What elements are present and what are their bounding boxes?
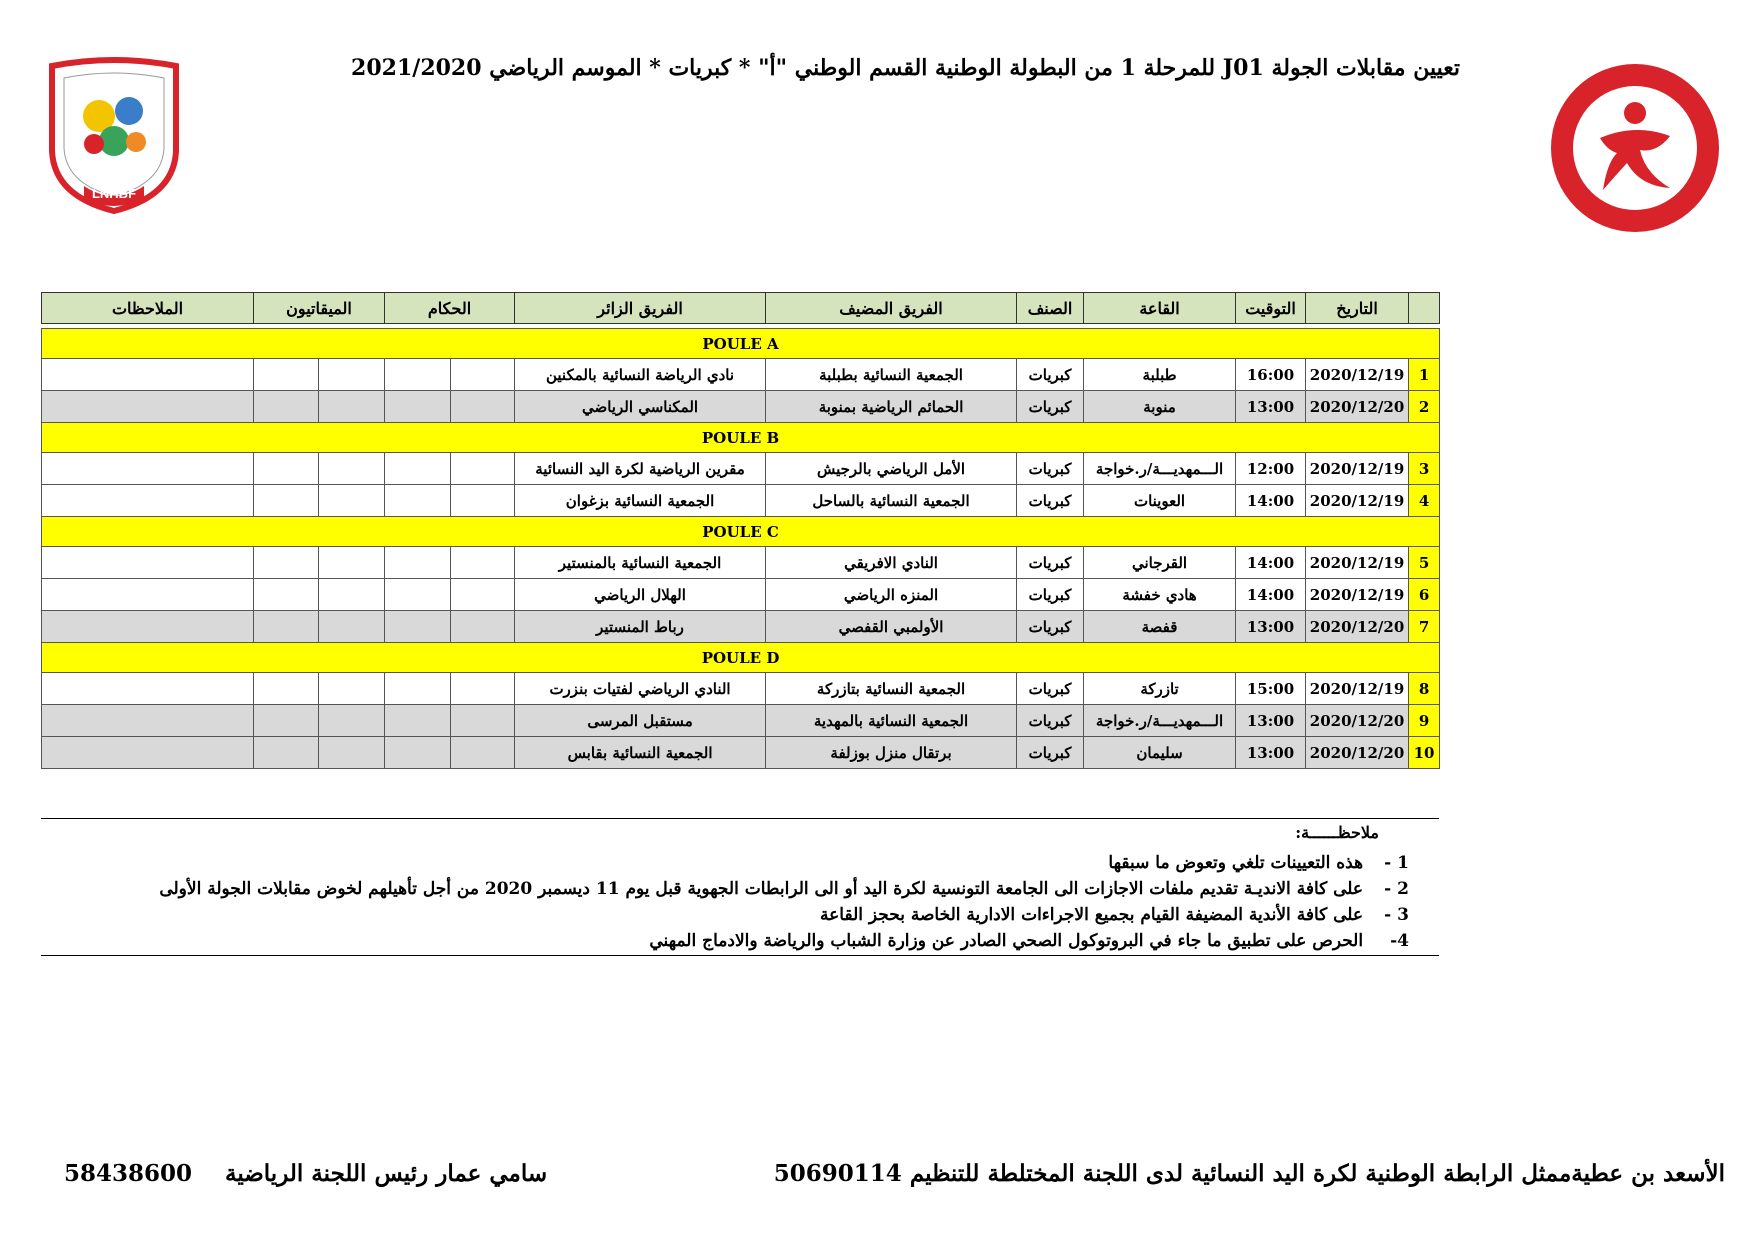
match-hall: القرجاني: [1084, 547, 1236, 579]
match-hall: الـــمهديـــة/ر.خواجة: [1084, 705, 1236, 737]
note-item: 4- الحرص على تطبيق ما جاء في البروتوكول الصحي الصادر عن وزارة الشباب والرياضة والادماج المهني: [649, 931, 1409, 951]
match-category: كبريات: [1017, 705, 1084, 737]
referee-cell: [385, 611, 451, 643]
match-number: 3: [1409, 453, 1440, 485]
header-date: التاريخ: [1306, 293, 1409, 324]
note-item: 2 - على كافة الانديـة تقديم ملفات الاجازات الى الجامعة التونسية لكرة اليد أو الى الرابطات الجهوية قبل يوم 11 ديسمبر 2020 من أجل تأهيلهم لخوض مقابلات الجولة الأولى: [159, 879, 1409, 899]
remarks-cell: [42, 579, 254, 611]
referee-cell: [385, 453, 451, 485]
match-category: كبريات: [1017, 453, 1084, 485]
match-number: 5: [1409, 547, 1440, 579]
match-away-team: مقرين الرياضية لكرة اليد النسائية: [515, 453, 766, 485]
timekeeper-cell: [254, 579, 319, 611]
group-row: [42, 329, 1440, 359]
match-away-team: مستقبل المرسى: [515, 705, 766, 737]
timekeeper-cell: [254, 547, 319, 579]
header-hall: القاعة: [1084, 293, 1236, 324]
table-row: [42, 453, 1440, 485]
referee-cell: [385, 391, 451, 423]
match-home-team: الأولمبي القفصي: [766, 611, 1017, 643]
match-category: كبريات: [1017, 579, 1084, 611]
match-hall: الـــمهديـــة/ر.خواجة: [1084, 453, 1236, 485]
match-away-team: المكناسي الرياضي: [515, 391, 766, 423]
match-hall: طبلبة: [1084, 359, 1236, 391]
match-category: كبريات: [1017, 611, 1084, 643]
remarks-cell: [42, 547, 254, 579]
header-category: الصنف: [1017, 293, 1084, 324]
timekeeper-cell: [254, 737, 319, 769]
match-hall: قفصة: [1084, 611, 1236, 643]
match-home-team: النادي الافريقي: [766, 547, 1017, 579]
timekeeper-cell: [319, 611, 385, 643]
match-hall: سليمان: [1084, 737, 1236, 769]
match-number: 8: [1409, 673, 1440, 705]
match-category: كبريات: [1017, 673, 1084, 705]
remarks-cell: [42, 673, 254, 705]
timekeeper-cell: [254, 359, 319, 391]
match-home-team: الجمعية النسائية بطبلبة: [766, 359, 1017, 391]
remarks-cell: [42, 359, 254, 391]
table-row: [42, 705, 1440, 737]
title-line: تعيين مقابلات الجولة J01 للمرحلة 1 من البطولة الوطنية القسم الوطني "أ" * كبريات * الموسم الرياضي 2021/2020: [351, 55, 1460, 81]
match-away-team: النادي الرياضي لفتيات بنزرت: [515, 673, 766, 705]
header-referees: الحكام: [385, 293, 515, 324]
match-category: كبريات: [1017, 391, 1084, 423]
header-remarks: الملاحظات: [42, 293, 254, 324]
referee-cell: [385, 485, 451, 517]
match-date: 2020/12/19: [1306, 485, 1409, 517]
group-label: POULE B: [42, 423, 1440, 453]
match-away-team: الجمعية النسائية بالمنستير: [515, 547, 766, 579]
referee-cell: [451, 485, 515, 517]
match-number: 10: [1409, 737, 1440, 769]
header-home: الفريق المضيف: [766, 293, 1017, 324]
match-number: 9: [1409, 705, 1440, 737]
match-date: 2020/12/19: [1306, 579, 1409, 611]
note-item: 1 - هذه التعيينات تلغي وتعوض ما سبقها: [1108, 853, 1409, 873]
match-date: 2020/12/19: [1306, 673, 1409, 705]
match-time: 14:00: [1236, 485, 1306, 517]
timekeeper-cell: [319, 453, 385, 485]
referee-cell: [385, 579, 451, 611]
timekeeper-cell: [254, 673, 319, 705]
match-date: 2020/12/19: [1306, 453, 1409, 485]
match-away-team: الجمعية النسائية بزغوان: [515, 485, 766, 517]
match-number: 7: [1409, 611, 1440, 643]
match-category: كبريات: [1017, 737, 1084, 769]
match-home-team: الجمعية النسائية بالساحل: [766, 485, 1017, 517]
match-date: 2020/12/20: [1306, 737, 1409, 769]
notes-title: ملاحظــــــة:: [1295, 823, 1379, 842]
match-hall: تازركة: [1084, 673, 1236, 705]
timekeeper-cell: [254, 705, 319, 737]
lnhbf-logo-text: LNHBF: [91, 186, 137, 201]
timekeeper-cell: [254, 453, 319, 485]
timekeeper-cell: [254, 611, 319, 643]
remarks-cell: [42, 611, 254, 643]
header-timekeepers: الميقاتيون: [254, 293, 385, 324]
match-category: كبريات: [1017, 485, 1084, 517]
match-hall: منوبة: [1084, 391, 1236, 423]
schedule-table: [41, 292, 1440, 769]
referee-cell: [451, 737, 515, 769]
table-row: [42, 547, 1440, 579]
match-date: 2020/12/19: [1306, 547, 1409, 579]
timekeeper-cell: [319, 359, 385, 391]
timekeeper-cell: [319, 579, 385, 611]
header-num: [1409, 293, 1440, 324]
fth-logo: [1545, 58, 1725, 238]
referee-cell: [385, 547, 451, 579]
referee-cell: [451, 453, 515, 485]
remarks-cell: [42, 391, 254, 423]
group-row: [42, 643, 1440, 673]
referee-cell: [451, 391, 515, 423]
notes-section: [41, 818, 1439, 956]
group-label: POULE D: [42, 643, 1440, 673]
table-row: [42, 673, 1440, 705]
match-away-team: الجمعية النسائية بقابس: [515, 737, 766, 769]
match-home-team: المنزه الرياضي: [766, 579, 1017, 611]
match-date: 2020/12/20: [1306, 705, 1409, 737]
table-header-row: [42, 293, 1440, 324]
group-label: POULE C: [42, 517, 1440, 547]
referee-cell: [451, 547, 515, 579]
timekeeper-cell: [319, 547, 385, 579]
match-away-team: نادي الرياضة النسائية بالمكنين: [515, 359, 766, 391]
match-time: 13:00: [1236, 705, 1306, 737]
referee-cell: [385, 737, 451, 769]
match-time: 14:00: [1236, 547, 1306, 579]
match-time: 13:00: [1236, 611, 1306, 643]
lnhbf-logo: [44, 56, 184, 216]
match-number: 1: [1409, 359, 1440, 391]
match-home-team: الجمعية النسائية بتازركة: [766, 673, 1017, 705]
timekeeper-cell: [319, 485, 385, 517]
timekeeper-cell: [319, 391, 385, 423]
table-row: [42, 391, 1440, 423]
group-row: [42, 517, 1440, 547]
match-number: 2: [1409, 391, 1440, 423]
match-hall: هادي خفشة: [1084, 579, 1236, 611]
match-time: 13:00: [1236, 391, 1306, 423]
match-time: 12:00: [1236, 453, 1306, 485]
footer-signature-middle: سامي عمار رئيس اللجنة الرياضية: [225, 1160, 548, 1187]
match-date: 2020/12/19: [1306, 359, 1409, 391]
footer-signature-right: الأسعد بن عطيةممثل الرابطة الوطنية لكرة اليد النسائية لدى اللجنة المختلطة للتنظيم 50690114: [773, 1160, 1725, 1187]
match-time: 16:00: [1236, 359, 1306, 391]
match-home-team: الحمائم الرياضية بمنوبة: [766, 391, 1017, 423]
match-home-team: الأمل الرياضي بالرجيش: [766, 453, 1017, 485]
match-time: 13:00: [1236, 737, 1306, 769]
referee-cell: [451, 673, 515, 705]
timekeeper-cell: [319, 737, 385, 769]
group-label: POULE A: [42, 329, 1440, 359]
footer-phone: 58438600: [64, 1160, 193, 1187]
referee-cell: [385, 673, 451, 705]
match-date: 2020/12/20: [1306, 391, 1409, 423]
match-category: كبريات: [1017, 547, 1084, 579]
referee-cell: [385, 705, 451, 737]
referee-cell: [451, 611, 515, 643]
match-category: كبريات: [1017, 359, 1084, 391]
group-row: [42, 423, 1440, 453]
remarks-cell: [42, 453, 254, 485]
match-time: 15:00: [1236, 673, 1306, 705]
header-time: التوقيت: [1236, 293, 1306, 324]
timekeeper-cell: [254, 485, 319, 517]
referee-cell: [451, 359, 515, 391]
match-home-team: برتقال منزل بوزلفة: [766, 737, 1017, 769]
table-row: [42, 359, 1440, 391]
referee-cell: [385, 359, 451, 391]
table-row: [42, 611, 1440, 643]
match-away-team: رباط المنستير: [515, 611, 766, 643]
table-row: [42, 485, 1440, 517]
match-home-team: الجمعية النسائية بالمهدية: [766, 705, 1017, 737]
remarks-cell: [42, 737, 254, 769]
match-date: 2020/12/20: [1306, 611, 1409, 643]
header-away: الفريق الزائر: [515, 293, 766, 324]
match-away-team: الهلال الرياضي: [515, 579, 766, 611]
timekeeper-cell: [254, 391, 319, 423]
table-row: [42, 579, 1440, 611]
page-title: [300, 52, 1460, 84]
note-item: 3 - على كافة الأندية المضيفة القيام بجميع الاجراءات الادارية الخاصة بحجز القاعة: [820, 905, 1409, 925]
timekeeper-cell: [319, 705, 385, 737]
table-row: [42, 737, 1440, 769]
referee-cell: [451, 579, 515, 611]
remarks-cell: [42, 485, 254, 517]
remarks-cell: [42, 705, 254, 737]
match-number: 4: [1409, 485, 1440, 517]
match-hall: العوينات: [1084, 485, 1236, 517]
match-number: 6: [1409, 579, 1440, 611]
match-time: 14:00: [1236, 579, 1306, 611]
referee-cell: [451, 705, 515, 737]
timekeeper-cell: [319, 673, 385, 705]
